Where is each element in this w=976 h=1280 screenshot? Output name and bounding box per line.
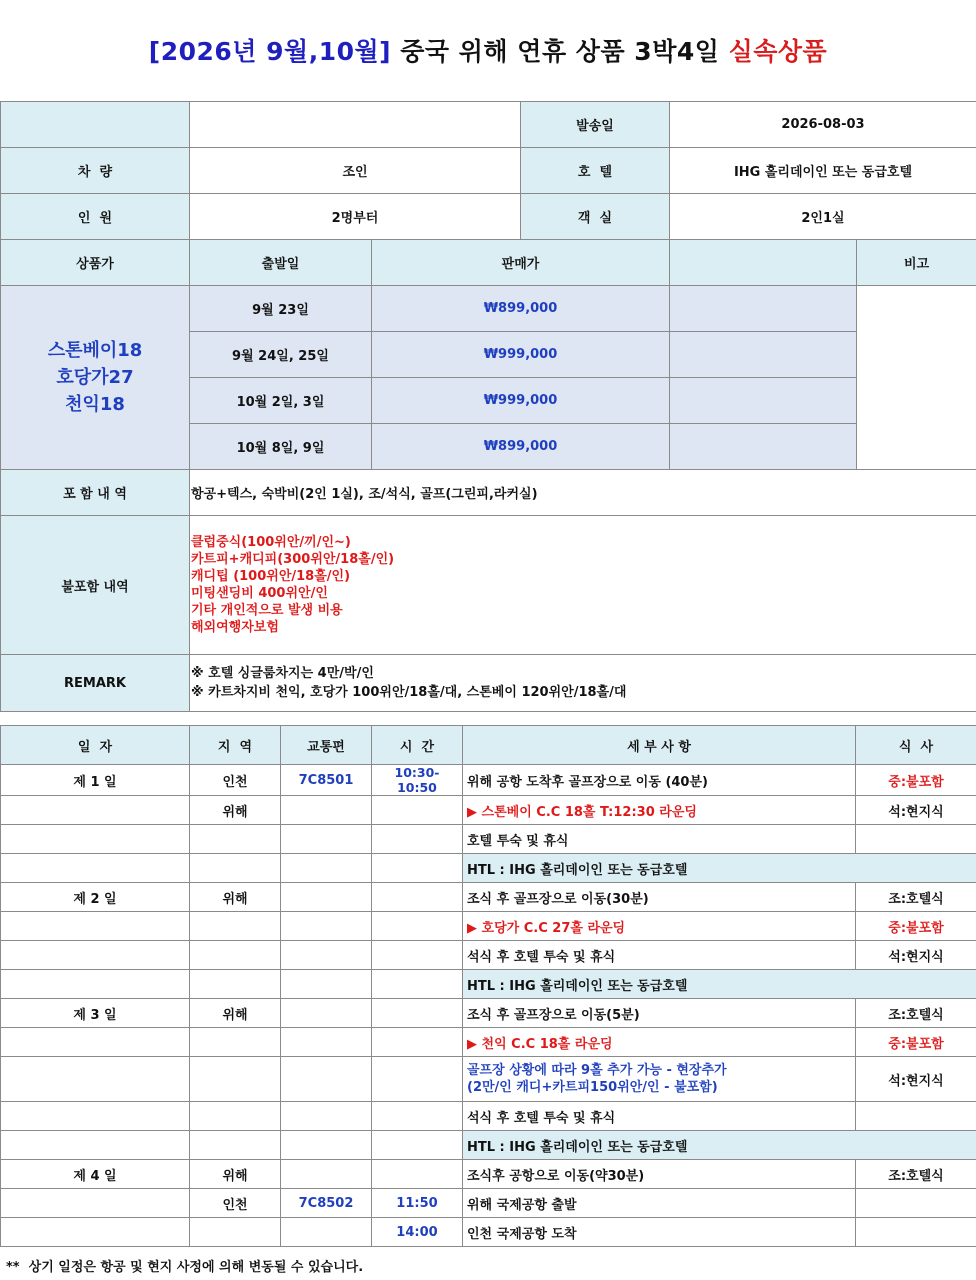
meal: 조:호텔식	[856, 1160, 976, 1189]
meal-header: 식 사	[856, 726, 976, 765]
excluded-item: 캐디팁 (100위안/18홀/인)	[191, 569, 351, 584]
golf-round: ▶ 호당가 C.C 27홀 라운딩	[463, 912, 856, 941]
price-blank	[670, 286, 857, 332]
meal: 석:현지식	[856, 1057, 976, 1102]
detail: 조식 후 골프장으로 이동(30분)	[463, 883, 856, 912]
schedule-table	[0, 725, 976, 1247]
vehicle-value: 조인	[190, 148, 521, 194]
day-header: 일 자	[1, 726, 190, 765]
meal: 조:호텔식	[856, 883, 976, 912]
meal: 조:호텔식	[856, 999, 976, 1028]
extra-holes-line: (2만/인 캐디+카트피150위안/인 - 불포함)	[467, 1080, 718, 1095]
product-names	[1, 286, 190, 470]
meal: 중:불포함	[856, 912, 976, 941]
excluded-label: 불포함 내역	[1, 516, 190, 655]
detail: 인천 국제공항 도착	[463, 1218, 856, 1247]
title-date: [2026년 9월,10월]	[148, 37, 392, 66]
hotel-row: HTL : IHG 홀리데이인 또는 동급호텔	[463, 970, 976, 999]
note-header: 비고	[857, 240, 976, 286]
golf-round: ▶ 천익 C.C 18홀 라운딩	[463, 1028, 856, 1057]
send-date: 2026-08-03	[670, 102, 976, 148]
price-header: 판매가	[372, 240, 670, 286]
departure-date: 10월 2일, 3일	[190, 378, 372, 424]
excluded-item: 클럽중식(100위안/끼/인~)	[191, 535, 351, 550]
meal: 석:현지식	[856, 796, 976, 825]
remark-label: REMARK	[1, 655, 190, 712]
day-3: 제 3 일	[1, 999, 190, 1028]
detail: 위해 국제공항 출발	[463, 1189, 856, 1218]
page-title	[0, 0, 976, 100]
area: 인천	[190, 1189, 281, 1218]
excluded-item: 해외여행자보험	[191, 620, 279, 635]
empty-header	[670, 240, 857, 286]
departure-date: 9월 23일	[190, 286, 372, 332]
detail: 석식 후 호텔 투숙 및 휴식	[463, 941, 856, 970]
area: 위해	[190, 999, 281, 1028]
golf-round: ▶ 스톤베이 C.C 18홀 T:12:30 라운딩	[463, 796, 856, 825]
people-value: 2명부터	[190, 194, 521, 240]
extra-holes-line: 골프장 상황에 따라 9홀 추가 가능 - 현장추가	[467, 1063, 727, 1078]
hotel-row: HTL : IHG 홀리데이인 또는 동급호텔	[463, 854, 976, 883]
area: 위해	[190, 1160, 281, 1189]
time: 10:30-10:50	[372, 765, 463, 796]
area: 인천	[190, 765, 281, 796]
title-main: 중국 위해 연휴 상품 3박4일	[391, 37, 729, 66]
product-header: 상품가	[1, 240, 190, 286]
meal: 중:불포함	[856, 1028, 976, 1057]
detail: 조식 후 골프장으로 이동(5분)	[463, 999, 856, 1028]
departure-date: 10월 8일, 9일	[190, 424, 372, 470]
footnote: ** 상기 일정은 항공 및 현지 사정에 의해 변동될 수 있습니다.	[6, 1260, 364, 1275]
note-cell	[857, 286, 976, 470]
included-text: 항공+텍스, 숙박비(2인 1실), 조/석식, 골프(그린피,라커실)	[190, 470, 976, 516]
blank-cell	[190, 102, 521, 148]
hotel-row: HTL : IHG 홀리데이인 또는 동급호텔	[463, 1131, 976, 1160]
meal: 석:현지식	[856, 941, 976, 970]
meal: 중:불포함	[856, 765, 976, 796]
remark-line: ※ 호텔 싱글룸차지는 4만/박/인	[191, 666, 374, 681]
day-1: 제 1 일	[1, 765, 190, 796]
area-header: 지 역	[190, 726, 281, 765]
time-header: 시 간	[372, 726, 463, 765]
date-header: 출발일	[190, 240, 372, 286]
price-blank	[670, 378, 857, 424]
sale-price: ₩899,000	[372, 424, 670, 470]
price-blank	[670, 424, 857, 470]
flight-number: 7C8502	[281, 1189, 372, 1218]
detail: 석식 후 호텔 투숙 및 휴식	[463, 1102, 856, 1131]
product-name: 스톤베이18	[47, 340, 143, 361]
product-info-table	[0, 101, 976, 712]
detail: 호텔 투숙 및 휴식	[463, 825, 856, 854]
detail: 조식후 공항으로 이동(약30분)	[463, 1160, 856, 1189]
departure-date: 9월 24일, 25일	[190, 332, 372, 378]
day-2: 제 2 일	[1, 883, 190, 912]
title-badge: 실속상품	[728, 37, 828, 66]
people-label: 인 원	[1, 194, 190, 240]
remark-text	[190, 655, 976, 712]
sale-price: ₩899,000	[372, 286, 670, 332]
area: 위해	[190, 883, 281, 912]
included-label: 포 함 내 역	[1, 470, 190, 516]
flight-header: 교통편	[281, 726, 372, 765]
excluded-list	[190, 516, 976, 655]
excluded-item: 카트피+캐디피(300위안/18홀/인)	[191, 552, 395, 567]
remark-line: ※ 카트차지비 천익, 호당가 100위안/18홀/대, 스톤베이 120위안/18홀/대	[191, 685, 627, 700]
send-date-label: 발송일	[521, 102, 670, 148]
time: 14:00	[372, 1218, 463, 1247]
price-blank	[670, 332, 857, 378]
detail: 위해 공항 도착후 골프장으로 이동 (40분)	[463, 765, 856, 796]
hotel-label: 호 텔	[521, 148, 670, 194]
sale-price: ₩999,000	[372, 378, 670, 424]
time: 11:50	[372, 1189, 463, 1218]
hotel-value: IHG 홀리데이인 또는 동급호텔	[670, 148, 976, 194]
area: 위해	[190, 796, 281, 825]
extra-holes-note	[463, 1057, 856, 1102]
room-label: 객 실	[521, 194, 670, 240]
product-name: 호당가27	[56, 367, 134, 388]
detail-header: 세 부 사 항	[463, 726, 856, 765]
product-name: 천익18	[65, 394, 125, 415]
vehicle-label: 차 량	[1, 148, 190, 194]
day-4: 제 4 일	[1, 1160, 190, 1189]
room-value: 2인1실	[670, 194, 976, 240]
excluded-item: 기타 개인적으로 발생 비용	[191, 603, 343, 618]
flight-number: 7C8501	[281, 765, 372, 796]
blank-header	[1, 102, 190, 148]
sale-price: ₩999,000	[372, 332, 670, 378]
excluded-item: 미팅샌딩비 400위안/인	[191, 586, 328, 601]
